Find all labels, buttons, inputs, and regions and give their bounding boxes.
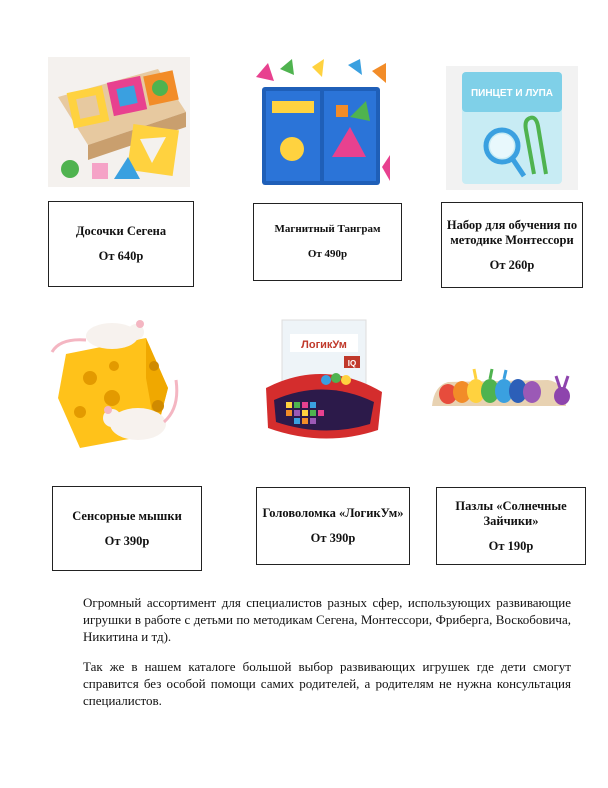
- product-price: От 190р: [488, 538, 534, 553]
- product-title: Досочки Сегена: [75, 224, 167, 238]
- logikum-puzzle-image: [256, 318, 392, 452]
- description-paragraph: Так же в нашем каталоге большой выбор развивающих игрушек где дети смогут справится без особой помощи самих родителей, а родителям не нужна консультация специалистов.: [83, 659, 571, 708]
- sensory-mice-image: [50, 318, 182, 454]
- product-price: От 390р: [310, 531, 356, 545]
- logikum-box-label: ЛогикУм: [301, 339, 347, 351]
- product-card[interactable]: [48, 201, 194, 287]
- product-title: Набор для обучения по методике Монтессори: [446, 217, 578, 247]
- product-price: От 640р: [98, 249, 144, 263]
- sunny-bunnies-puzzle-image: [428, 366, 576, 412]
- product-price: От 390р: [104, 533, 150, 548]
- product-card[interactable]: [253, 203, 402, 281]
- segen-boards-image: [48, 57, 190, 187]
- iq-badge: IQ: [347, 359, 357, 368]
- product-card[interactable]: [256, 487, 410, 565]
- product-title: Магнитный Танграм: [274, 223, 381, 235]
- product-title: Пазлы «Солнечные Зайчики»: [455, 498, 567, 528]
- tweezers-magnifier-kit-image: [446, 66, 578, 190]
- product-title: Головоломка «ЛогикУм»: [262, 506, 404, 520]
- product-card[interactable]: [436, 487, 586, 565]
- tweezers-box-label: ПИНЦЕТ И ЛУПА: [470, 88, 554, 99]
- magnetic-tangram-image: [252, 57, 392, 192]
- product-card[interactable]: [441, 202, 583, 288]
- product-price: От 260р: [489, 257, 535, 272]
- description-paragraph: Огромный ассортимент для специалистов разных сфер, использующих развивающие игрушки в работе с детьми по методикам Сегена, Монтессори, Фриберга, Воскобовича, Никитина и тд).: [83, 595, 571, 644]
- product-price: От 490р: [307, 248, 348, 260]
- product-title: Сенсорные мышки: [72, 508, 182, 523]
- product-card[interactable]: [52, 486, 202, 571]
